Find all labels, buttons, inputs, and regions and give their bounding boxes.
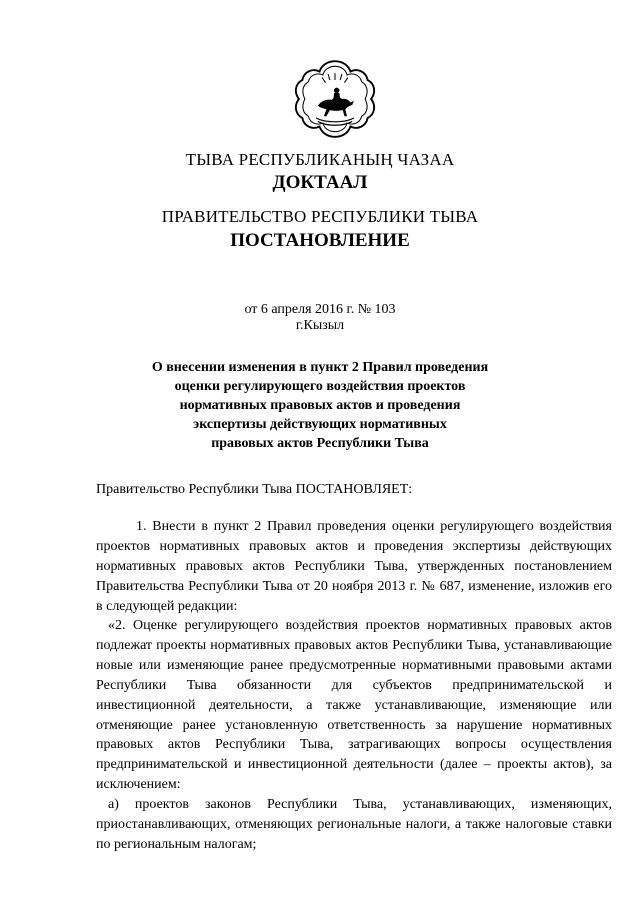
- paragraph-2-text: «2. Оценке регулирующего воздействия проектов нормативных правовых актов подлежат проекты нормативных правовых актов Республики Тыва, устанавливающие новые или изменяющие ранее предусмотренные нормативными правовыми актами Республики Тыва обязанности для субъектов предпринимательской и инвестиционной деятельности, а также устанавливающие, изменяющие или отменяющие ранее установленную ответственность за нарушение нормативных правовых актов Республики Тыва, затрагивающих вопросы осуществления предпринимательской и инвестиционной деятельности (далее – проекты актов), за исключением:: [96, 618, 612, 793]
- decree-title: [0, 358, 640, 453]
- paragraph-3: [96, 795, 612, 855]
- decree-city: г.Кызыл: [295, 318, 345, 333]
- title-line: экспертизы действующих нормативных: [193, 417, 447, 432]
- tuvan-government-heading: ТЫВА РЕСПУБЛИКАНЫҢ ЧАЗАА: [185, 150, 455, 169]
- russian-government-heading: ПРАВИТЕЛЬСТВО РЕСПУБЛИКИ ТЫВА: [161, 207, 479, 226]
- preamble-text: Правительство Республики Тыва ПОСТАНОВЛЯЕТ:: [96, 482, 413, 497]
- title-line: нормативных правовых актов и проведения: [179, 398, 461, 413]
- russian-decree-heading: ПОСТАНОВЛЕНИЕ: [230, 230, 410, 251]
- title-line: О внесении изменения в пункт 2 Правил проведения: [151, 360, 489, 375]
- title-line: правовых актов Республики Тыва: [211, 436, 429, 451]
- decree-date-number: от 6 апреля 2016 г. № 103: [244, 302, 396, 317]
- paragraph-2: [96, 616, 612, 795]
- tuva-coat-of-arms-icon: [292, 56, 378, 142]
- paragraph-3-text: а) проектов законов Республики Тыва, устанавливающих, изменяющих, приостанавливающих, отменяющих региональные налоги, а также налоговые ставки по региональным налогам;: [96, 797, 612, 852]
- paragraph-1: 1. Внести в пункт 2 Правил проведения оценки регулирующего воздействия проектов нормативных правовых актов и проведения экспертизы действующих нормативных правовых актов Республики Тыва, утвержденных постановлением Правительства Республики Тыва от 20 ноября 2013 г. № 687, изменение, изложив его в следующей редакции:: [96, 519, 612, 614]
- tuvan-decree-heading: ДОКТААЛ: [272, 172, 368, 193]
- title-line: оценки регулирующего воздействия проектов: [174, 379, 466, 394]
